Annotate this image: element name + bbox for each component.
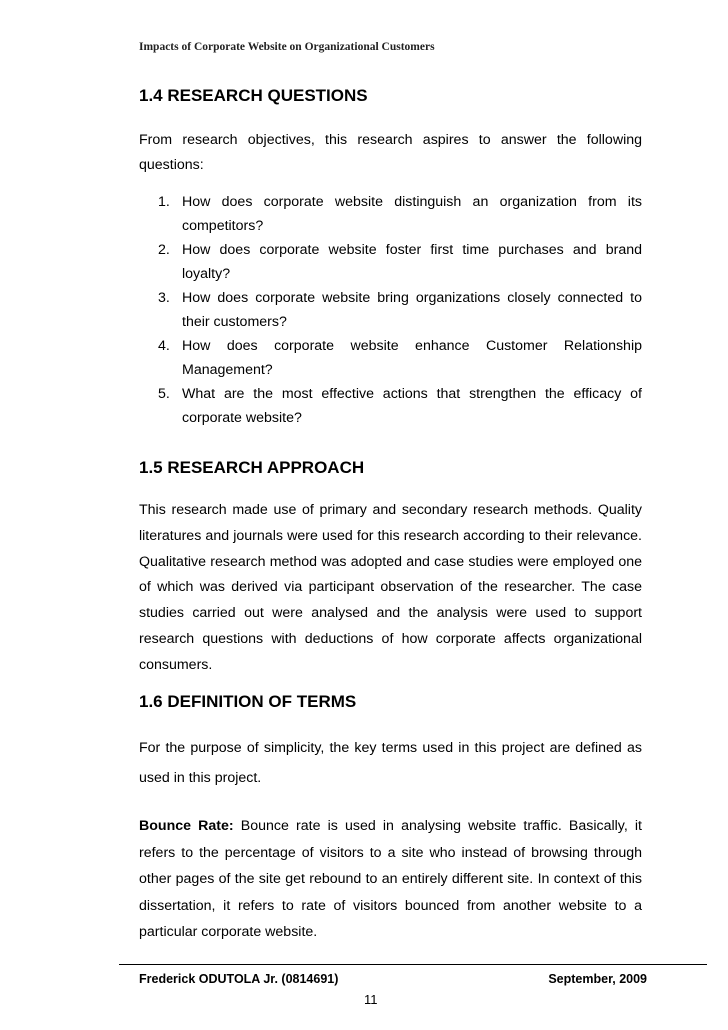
list-item-text: How does corporate website enhance Customer Relationship Management?: [182, 338, 642, 378]
list-item-number: 2.: [158, 242, 170, 258]
term-definition: Bounce rate is used in analysing website traffic. Basically, it refers to the percentage of visitors to a site who instead of browsing through other pages of the site get rebound to an entirely different site. In context of this dissertation, it refers to rate of visitors bounced from another website to a particular corporate website.: [139, 818, 642, 940]
footer-author: Frederick ODUTOLA Jr. (0814691): [139, 972, 339, 986]
list-item-text: What are the most effective actions that strengthen the efficacy of corporate website?: [182, 386, 642, 426]
section-heading-research-approach: 1.5 RESEARCH APPROACH: [139, 458, 365, 477]
list-item-number: 5.: [158, 386, 170, 402]
definition-intro: For the purpose of simplicity, the key terms used in this project are defined as used in this project.: [139, 740, 642, 786]
list-item: [158, 238, 642, 286]
list-item: [158, 190, 642, 238]
list-item-text: How does corporate website distinguish an organization from its competitors?: [182, 194, 642, 234]
running-header: Impacts of Corporate Website on Organizational Customers: [139, 41, 435, 53]
list-item-number: 4.: [158, 338, 170, 354]
footer-date: September, 2009: [548, 972, 647, 986]
section-heading-research-questions: 1.4 RESEARCH QUESTIONS: [139, 86, 368, 105]
list-item: [158, 334, 642, 382]
research-questions-intro: From research objectives, this research aspires to answer the following questions:: [139, 132, 642, 173]
research-questions-list: [158, 190, 642, 430]
page-number: 11: [364, 992, 378, 1007]
list-item: [158, 382, 642, 430]
definition-bounce-rate: [139, 813, 642, 946]
research-approach-body: This research made use of primary and secondary research methods. Quality literatures and journals were used for this research according to their relevance. Qualitative research method was adopted and case studies were employed one of which was derived via participant observation of the researcher. The case studies carried out were analysed and the analysis were used to support research questions with deductions of how corporate affects organizational consumers.: [139, 502, 642, 673]
list-item-text: How does corporate website bring organizations closely connected to their customers?: [182, 290, 642, 330]
list-item: [158, 286, 642, 334]
list-item-text: How does corporate website foster first time purchases and brand loyalty?: [182, 242, 642, 282]
term-label: Bounce Rate:: [139, 818, 234, 834]
list-item-number: 3.: [158, 290, 170, 306]
footer-divider: [119, 964, 707, 965]
list-item-number: 1.: [158, 194, 170, 210]
section-heading-definition-of-terms: 1.6 DEFINITION OF TERMS: [139, 692, 357, 711]
